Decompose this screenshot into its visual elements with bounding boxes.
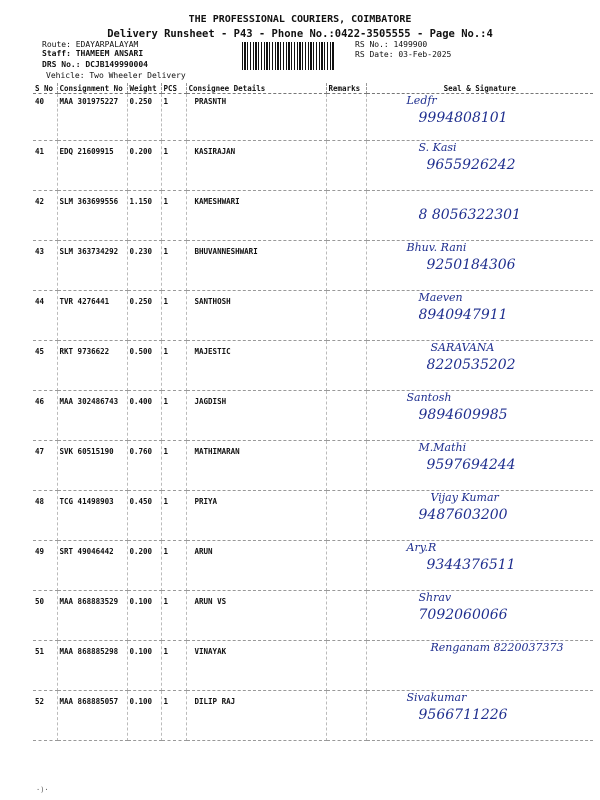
cell-consignee: ARUN bbox=[186, 541, 326, 591]
cell-sno: 41 bbox=[33, 141, 57, 191]
signature-cell bbox=[366, 341, 593, 391]
col-sno: S No bbox=[33, 83, 57, 94]
cell-weight: 0.400 bbox=[127, 391, 161, 441]
signature-phone: 9894609985 bbox=[418, 407, 508, 423]
cell-pcs: 1 bbox=[161, 191, 186, 241]
cell-consignee: BHUVANNESHWARI bbox=[186, 241, 326, 291]
runsheet-subtitle: Delivery Runsheet - P43 - Phone No.:0422-3505555 - Page No.:4 bbox=[107, 28, 493, 40]
col-consignment: Consignment No bbox=[57, 83, 127, 94]
signature-phone: 9250184306 bbox=[426, 257, 516, 273]
table-row bbox=[33, 441, 593, 491]
cell-sno: 50 bbox=[33, 591, 57, 641]
signature-phone: 8 8056322301 bbox=[418, 207, 521, 223]
cell-consignee: KAMESHWARI bbox=[186, 191, 326, 241]
cell-remarks bbox=[326, 391, 366, 441]
cell-consignee: PRASNTH bbox=[186, 94, 326, 141]
cell-weight: 0.250 bbox=[127, 291, 161, 341]
cell-consignment: RKT 9736622 bbox=[57, 341, 127, 391]
cell-pcs: 1 bbox=[161, 341, 186, 391]
cell-pcs: 1 bbox=[161, 491, 186, 541]
cell-sno: 49 bbox=[33, 541, 57, 591]
signature-phone: 9655926242 bbox=[426, 157, 516, 173]
cell-remarks bbox=[326, 591, 366, 641]
signature-phone: 9344376511 bbox=[426, 557, 516, 573]
cell-weight: 1.150 bbox=[127, 191, 161, 241]
cell-sno: 47 bbox=[33, 441, 57, 491]
signature-name: S. Kasi bbox=[418, 141, 457, 154]
col-pcs: PCS bbox=[161, 83, 186, 94]
scan-mark: ·)· bbox=[36, 786, 49, 794]
table-row bbox=[33, 141, 593, 191]
cell-sno: 40 bbox=[33, 94, 57, 141]
signature-phone: 9566711226 bbox=[418, 707, 508, 723]
signature-phone: 9994808101 bbox=[418, 110, 508, 126]
cell-remarks bbox=[326, 94, 366, 141]
table-row bbox=[33, 541, 593, 591]
cell-remarks bbox=[326, 641, 366, 691]
table-row bbox=[33, 94, 593, 141]
signature-name: SARAVANA bbox=[430, 341, 495, 354]
col-remarks: Remarks bbox=[326, 83, 366, 94]
runsheet-table bbox=[33, 83, 593, 741]
cell-pcs: 1 bbox=[161, 291, 186, 341]
vehicle-label: Vehicle: Two Wheeler Delivery bbox=[46, 71, 186, 80]
cell-sno: 45 bbox=[33, 341, 57, 391]
signature-cell bbox=[366, 691, 593, 741]
signature-cell bbox=[366, 591, 593, 641]
cell-pcs: 1 bbox=[161, 441, 186, 491]
cell-weight: 0.200 bbox=[127, 141, 161, 191]
cell-sno: 46 bbox=[33, 391, 57, 441]
table-row bbox=[33, 641, 593, 691]
staff-label: Staff: THAMEEM ANSARI bbox=[42, 49, 144, 58]
cell-weight: 0.200 bbox=[127, 541, 161, 591]
cell-pcs: 1 bbox=[161, 94, 186, 141]
col-signature: Seal & Signature bbox=[366, 83, 593, 94]
signature-name: M.Mathi bbox=[418, 441, 467, 454]
cell-consignee: DILIP RAJ bbox=[186, 691, 326, 741]
cell-pcs: 1 bbox=[161, 691, 186, 741]
signature-cell bbox=[366, 541, 593, 591]
cell-consignment: TCG 41498903 bbox=[57, 491, 127, 541]
col-consignee: Consignee Details bbox=[186, 83, 326, 94]
cell-consignment: TVR 4276441 bbox=[57, 291, 127, 341]
signature-name: Maeven bbox=[418, 291, 463, 304]
cell-remarks bbox=[326, 691, 366, 741]
table-header-row bbox=[33, 83, 593, 94]
cell-consignment: MAA 302486743 bbox=[57, 391, 127, 441]
col-weight: Weight bbox=[127, 83, 161, 94]
cell-pcs: 1 bbox=[161, 391, 186, 441]
cell-weight: 0.100 bbox=[127, 691, 161, 741]
cell-pcs: 1 bbox=[161, 641, 186, 691]
signature-name: Vijay Kumar bbox=[430, 491, 499, 504]
signature-cell bbox=[366, 391, 593, 441]
cell-remarks bbox=[326, 141, 366, 191]
table-row bbox=[33, 341, 593, 391]
table-row bbox=[33, 241, 593, 291]
signature-cell bbox=[366, 441, 593, 491]
cell-sno: 42 bbox=[33, 191, 57, 241]
signature-phone: 8940947911 bbox=[418, 307, 508, 323]
cell-remarks bbox=[326, 191, 366, 241]
cell-weight: 0.100 bbox=[127, 591, 161, 641]
cell-consignee: JAGDISH bbox=[186, 391, 326, 441]
signature-phone: 9487603200 bbox=[418, 507, 508, 523]
cell-consignee: VINAYAK bbox=[186, 641, 326, 691]
cell-pcs: 1 bbox=[161, 541, 186, 591]
signature-phone: 9597694244 bbox=[426, 457, 516, 473]
signature-name: Bhuv. Rani bbox=[406, 241, 467, 254]
signature-cell bbox=[366, 94, 593, 141]
signature-name: Santosh bbox=[406, 391, 452, 404]
cell-consignment: MAA 301975227 bbox=[57, 94, 127, 141]
company-title: THE PROFESSIONAL COURIERS, COIMBATORE bbox=[188, 14, 412, 25]
rs-number: RS No.: 1499900 bbox=[355, 40, 428, 49]
signature-name: Shrav bbox=[418, 591, 452, 604]
table-row bbox=[33, 691, 593, 741]
cell-consignment: MAA 868885298 bbox=[57, 641, 127, 691]
cell-sno: 52 bbox=[33, 691, 57, 741]
table-row bbox=[33, 391, 593, 441]
signature-cell bbox=[366, 241, 593, 291]
signature-name: Sivakumar bbox=[406, 691, 467, 704]
cell-consignment: SLM 363699556 bbox=[57, 191, 127, 241]
cell-remarks bbox=[326, 291, 366, 341]
cell-pcs: 1 bbox=[161, 591, 186, 641]
signature-cell bbox=[366, 641, 593, 691]
cell-sno: 44 bbox=[33, 291, 57, 341]
cell-weight: 0.450 bbox=[127, 491, 161, 541]
signature-cell bbox=[366, 141, 593, 191]
cell-sno: 43 bbox=[33, 241, 57, 291]
signature-cell bbox=[366, 291, 593, 341]
cell-pcs: 1 bbox=[161, 141, 186, 191]
cell-weight: 0.500 bbox=[127, 341, 161, 391]
cell-consignee: MATHIMARAN bbox=[186, 441, 326, 491]
drs-number: DRS No.: DCJB149990004 bbox=[42, 60, 148, 69]
cell-consignment: MAA 868883529 bbox=[57, 591, 127, 641]
cell-remarks bbox=[326, 541, 366, 591]
cell-sno: 51 bbox=[33, 641, 57, 691]
cell-weight: 0.760 bbox=[127, 441, 161, 491]
cell-remarks bbox=[326, 441, 366, 491]
table-row bbox=[33, 291, 593, 341]
cell-consignment: MAA 868885057 bbox=[57, 691, 127, 741]
signature-cell bbox=[366, 191, 593, 241]
signature-cell bbox=[366, 491, 593, 541]
signature-name: Ary.R bbox=[406, 541, 437, 554]
cell-consignment: SVK 60515190 bbox=[57, 441, 127, 491]
cell-weight: 0.100 bbox=[127, 641, 161, 691]
cell-sno: 48 bbox=[33, 491, 57, 541]
signature-name: Ledfr bbox=[406, 94, 437, 107]
route-label: Route: EDAYARPALAYAM bbox=[42, 40, 139, 49]
cell-consignee: PRIYA bbox=[186, 491, 326, 541]
table-row bbox=[33, 491, 593, 541]
cell-consignee: SANTHOSH bbox=[186, 291, 326, 341]
cell-remarks bbox=[326, 491, 366, 541]
cell-consignee: MAJESTIC bbox=[186, 341, 326, 391]
table-row bbox=[33, 591, 593, 641]
cell-weight: 0.250 bbox=[127, 94, 161, 141]
cell-consignee: ARUN VS bbox=[186, 591, 326, 641]
signature-phone: 8220535202 bbox=[426, 357, 516, 373]
signature-phone: 7092060066 bbox=[418, 607, 508, 623]
cell-consignment: SRT 49046442 bbox=[57, 541, 127, 591]
cell-consignment: SLM 363734292 bbox=[57, 241, 127, 291]
rs-date: RS Date: 03-Feb-2025 bbox=[355, 50, 452, 59]
cell-weight: 0.230 bbox=[127, 241, 161, 291]
signature-name: Renganam 8220037373 bbox=[430, 641, 564, 654]
cell-consignee: KASIRAJAN bbox=[186, 141, 326, 191]
cell-pcs: 1 bbox=[161, 241, 186, 291]
table-row bbox=[33, 191, 593, 241]
cell-consignment: EDQ 21609915 bbox=[57, 141, 127, 191]
barcode bbox=[242, 42, 334, 70]
cell-remarks bbox=[326, 341, 366, 391]
cell-remarks bbox=[326, 241, 366, 291]
